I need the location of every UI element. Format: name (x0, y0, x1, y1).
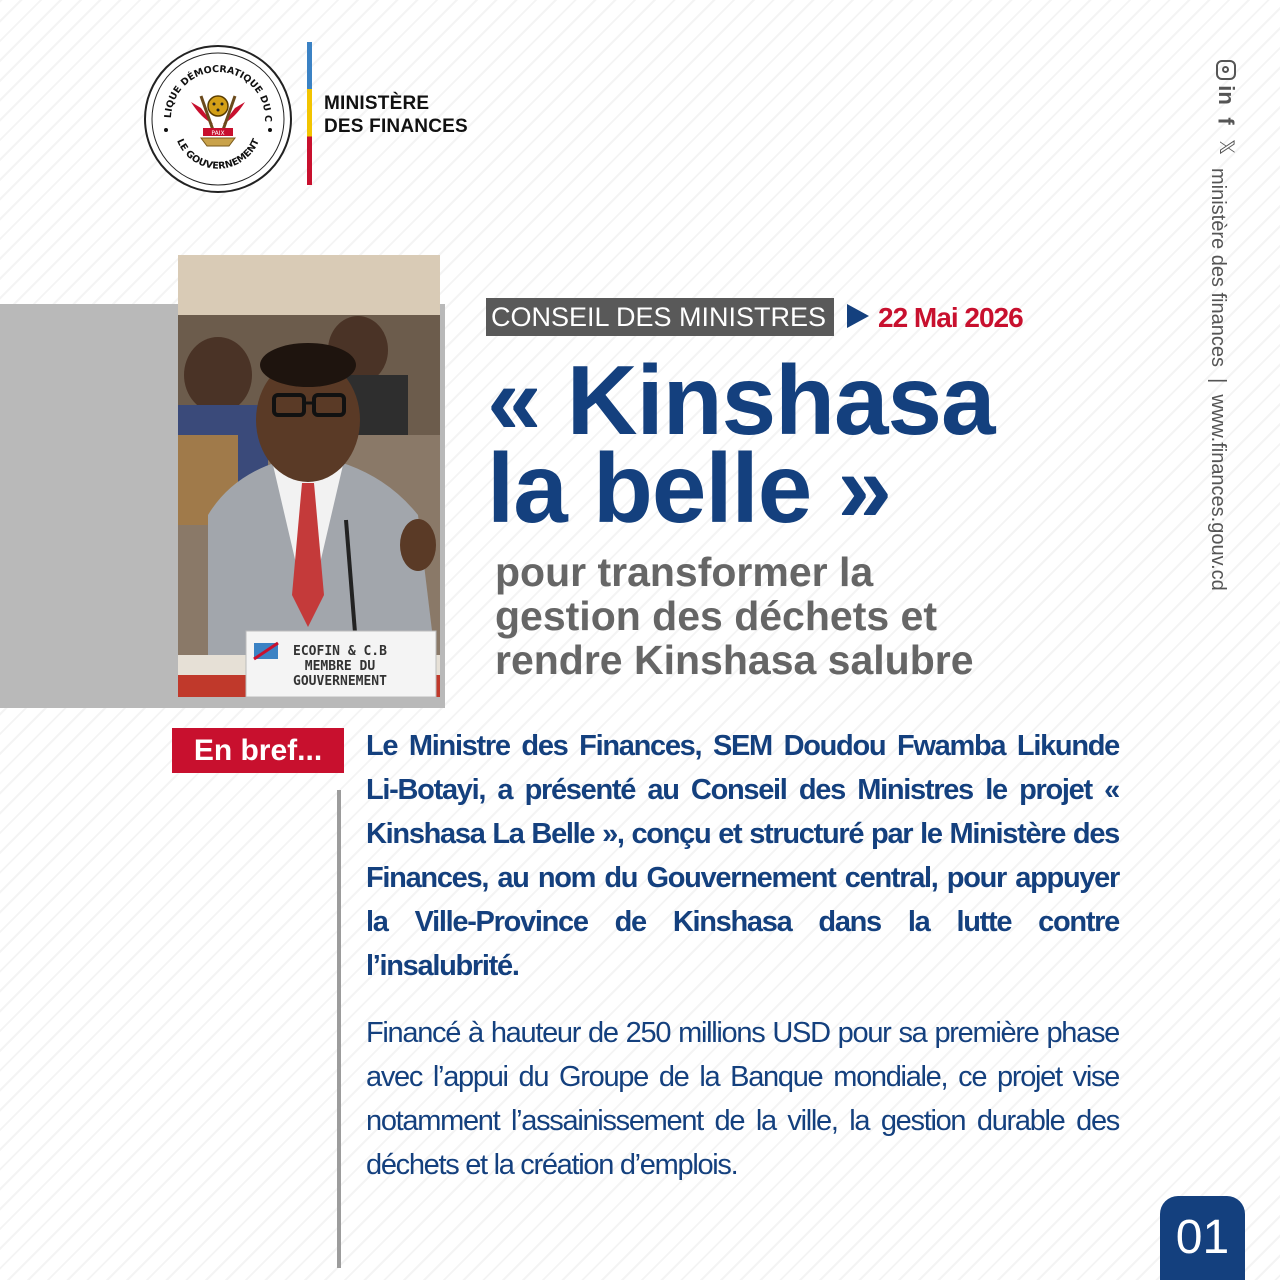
subtitle-line2: gestion des déchets et (495, 593, 938, 639)
social-handle-and-website: ministère des finances | www.finances.gouv.cd (1207, 168, 1229, 591)
flag-color-divider (307, 42, 312, 185)
brief-paragraph-2: Financé à hauteur de 250 millions USD pour sa première phase avec l’appui du Groupe de la Banque mondiale, ce projet vise notamment l’assainissement de la ville, la gestion durable des déchets et la création d’emplois. (366, 1017, 1119, 1181)
ministry-name (324, 92, 468, 138)
seal-text-top: LIQUE DÉMOCRATIQUE DU C (162, 63, 274, 123)
seal-text-bottom: LE GOUVERNEMENT (174, 137, 262, 172)
subtitle-line3: rendre Kinshasa salubre (495, 637, 974, 683)
vertical-divider (337, 790, 341, 1268)
publication-date: 22 Mai 2026 (878, 302, 1023, 333)
subtitle (495, 550, 974, 682)
social-icons (1212, 60, 1240, 158)
headline (487, 345, 995, 543)
linkedin-icon[interactable]: in (1214, 85, 1239, 105)
headline-line2: la belle » (487, 433, 892, 543)
seal-motto: PAIX (211, 130, 225, 137)
brief-paragraph-1: Le Ministre des Finances, SEM Doudou Fwamba Likunde Li-Botayi, a présenté au Conseil des Ministres le projet « Kinshasa La Belle », conçu et structuré par le Ministère des Finances, au nom du Gouvernement central, pour appuyer la Ville-Province de Kinshasa dans la lutte contre l’insalubrité. (366, 730, 1119, 982)
page-number-badge: 01 (1160, 1196, 1245, 1280)
placard-line3: GOUVERNEMENT (293, 674, 387, 689)
ministry-name-line1: MINISTÈRE (324, 93, 430, 114)
ministry-name-line2: DES FINANCES (324, 116, 468, 137)
placard-line1: ECOFIN & C.B (293, 644, 387, 659)
headline-line1: « Kinshasa (487, 345, 995, 455)
play-arrow-icon (847, 304, 869, 328)
subtitle-line1: pour transformer la (495, 549, 874, 595)
government-seal (143, 44, 293, 194)
en-bref-label: En bref... (172, 728, 344, 773)
facebook-icon[interactable]: f (1213, 117, 1239, 125)
minister-photo (178, 255, 440, 697)
category-tag: CONSEIL DES MINISTRES (486, 298, 834, 336)
instagram-icon[interactable] (1216, 60, 1236, 80)
placard-line2: MEMBRE DU (304, 659, 376, 674)
x-icon[interactable]: 𝕏 (1215, 138, 1237, 156)
